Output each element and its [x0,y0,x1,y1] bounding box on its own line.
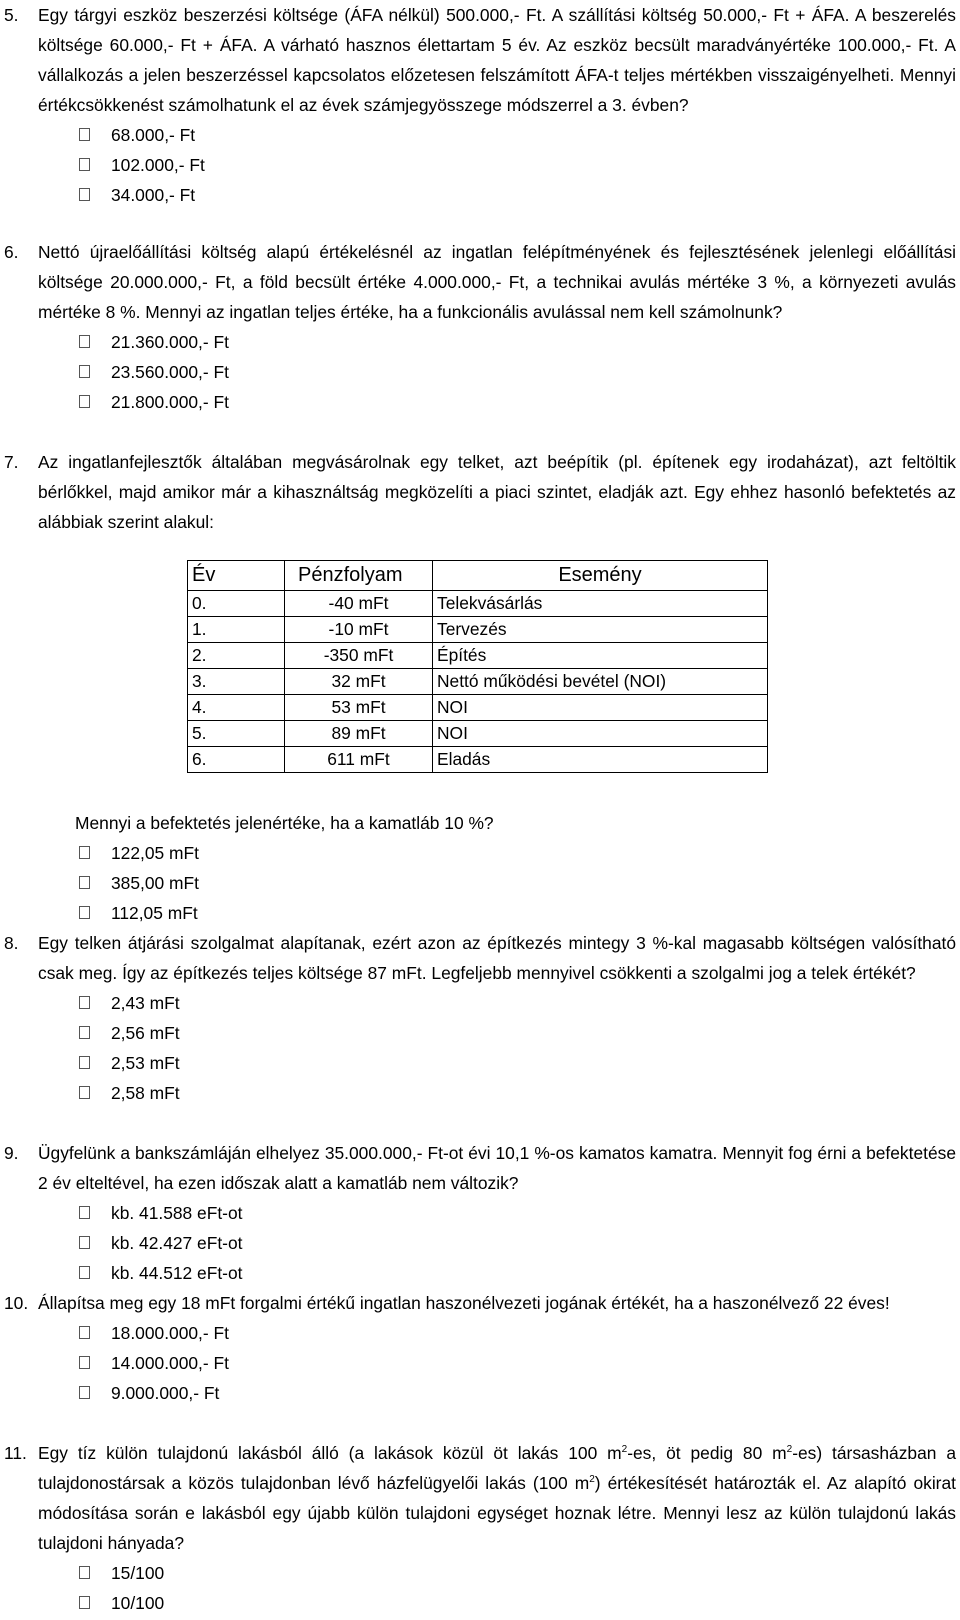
table-cell: 611 mFt [285,747,433,773]
checkbox-icon[interactable] [79,365,90,378]
table-cell: -350 mFt [285,643,433,669]
answer-option[interactable] [38,180,956,210]
superscript: 2 [786,1444,793,1455]
table-cell: Nettó működési bevétel (NOI) [433,669,768,695]
answer-options [38,327,956,417]
text-segment: ) értékesítését határozták el. Az alapító okirat módosítása során e lakásból egy újabb külön tulajdoni egységet hoznak létre. Mennyi lesz az külön tulajdonú lakás tulajdoni hányada? [38,1473,956,1553]
checkbox-icon[interactable] [79,1056,90,1069]
text-segment: Egy tíz külön tulajdonú lakásból álló (a lakások közül öt lakás 100 m [38,1443,622,1463]
answer-option[interactable] [38,1048,956,1078]
answer-option[interactable] [38,150,956,180]
answer-option[interactable] [38,357,956,387]
table-row [188,617,768,643]
answer-option[interactable] [38,1078,956,1108]
question-text: Állapítsa meg egy 18 mFt forgalmi értékű ingatlan haszonélvezeti jogának értékét, ha a haszonélvező 22 éves! [38,1293,890,1313]
answer-option[interactable] [38,120,956,150]
question-number: 5. [4,5,19,25]
question-number: 10. [4,1293,29,1313]
checkbox-icon[interactable] [79,1596,90,1609]
question-7 [4,447,960,537]
question-text: Egy tárgyi eszköz beszerzési költsége (ÁFA nélkül) 500.000,- Ft. A szállítási költség 50.000,- Ft + ÁFA. A beszerelés költsége 60.000,- Ft + ÁFA. A várható hasznos élettartam 5 év. Az eszköz becsült maradványértéke 100.000,- Ft. A vállalkozás a jelen beszerzéssel kapcsolatos előzetesen felszámított ÁFA-t teljes mértékben visszaigényelheti. Mennyi értékcsökkenést számolhatunk el az évek számjegyösszege módszerrel a 3. évben? [38,5,956,115]
table-cell: Telekvásárlás [433,591,768,617]
option-label: 2,58 mFt [111,1083,180,1103]
column-header: Év [188,561,285,591]
checkbox-icon[interactable] [79,1266,90,1279]
table-row [188,721,768,747]
table-cell: 3. [188,669,285,695]
answer-options [38,1318,956,1408]
checkbox-icon[interactable] [79,906,90,919]
option-label: 2,53 mFt [111,1053,180,1073]
table-cell: 89 mFt [285,721,433,747]
answer-option[interactable] [38,1588,956,1618]
answer-option[interactable] [38,868,956,898]
checkbox-icon[interactable] [79,1326,90,1339]
answer-option[interactable] [38,1378,956,1408]
checkbox-icon[interactable] [79,846,90,859]
question-10 [4,1288,960,1408]
table-cell: 1. [188,617,285,643]
answer-option[interactable] [38,838,956,868]
answer-option[interactable] [38,1198,956,1228]
table-cell: NOI [433,695,768,721]
superscript: 2 [589,1474,595,1485]
option-label: kb. 44.512 eFt-ot [111,1263,243,1283]
answer-option[interactable] [38,1558,956,1588]
checkbox-icon[interactable] [79,158,90,171]
answer-options [38,838,956,928]
answer-option[interactable] [38,988,956,1018]
question-6 [4,237,960,417]
column-header: Esemény [433,561,768,591]
option-label: 112,05 mFt [111,903,198,923]
option-label: 2,43 mFt [111,993,180,1013]
question-number: 9. [4,1143,19,1163]
table-row [188,591,768,617]
answer-option[interactable] [38,387,956,417]
checkbox-icon[interactable] [79,1206,90,1219]
question-number: 8. [4,933,19,953]
table-cell: 5. [188,721,285,747]
text-segment: -es, öt pedig 80 m [627,1443,787,1463]
option-label: 21.360.000,- Ft [111,332,229,352]
checkbox-icon[interactable] [79,996,90,1009]
checkbox-icon[interactable] [79,876,90,889]
table-cell: Eladás [433,747,768,773]
question-number: 7. [4,452,19,472]
answer-option[interactable] [38,1018,956,1048]
question-11 [4,1438,960,1618]
column-header: Pénzfolyam [285,561,433,591]
checkbox-icon[interactable] [79,128,90,141]
table-cell: Építés [433,643,768,669]
option-label: 385,00 mFt [111,873,199,893]
answer-option[interactable] [38,1348,956,1378]
checkbox-icon[interactable] [79,1236,90,1249]
question-text: Nettó újraelőállítási költség alapú értékelésnél az ingatlan felépítményének és fejlesztésének jelenlegi előállítási költsége 20.000.000,- Ft, a föld becsült értéke 4.000.000,- Ft, a technikai avulás mértéke 3 %, a környezeti avulás mértéke 8 %. Mennyi az ingatlan teljes értéke, ha a funkcionális avulással nem kell számolnunk? [38,242,956,322]
subquestion-text: Mennyi a befektetés jelenértéke, ha a kamatláb 10 %? [75,813,494,833]
table-cell: 2. [188,643,285,669]
option-label: 2,56 mFt [111,1023,180,1043]
checkbox-icon[interactable] [79,1026,90,1039]
table-row [188,695,768,721]
option-label: 21.800.000,- Ft [111,392,229,412]
option-label: kb. 41.588 eFt-ot [111,1203,243,1223]
answer-option[interactable] [38,1258,956,1288]
question-7-options [4,838,960,928]
checkbox-icon[interactable] [79,188,90,201]
answer-options [38,988,956,1108]
question-text [38,1438,956,1558]
option-label: 122,05 mFt [111,843,199,863]
table-cell: 4. [188,695,285,721]
option-label: 9.000.000,- Ft [111,1383,220,1403]
table-cell: 0. [188,591,285,617]
answer-options [38,1558,956,1618]
question-8 [4,928,960,1108]
cashflow-table [187,560,768,773]
table-cell: 32 mFt [285,669,433,695]
question-number: 11. [4,1443,27,1463]
option-label: 68.000,- Ft [111,125,196,145]
table-row [188,747,768,773]
option-label: 34.000,- Ft [111,185,196,205]
question-text: Ügyfelünk a bankszámláján elhelyez 35.000.000,- Ft-ot évi 10,1 %-os kamatos kamatra. Mennyit fog érni a befektetése 2 év elteltével, ha ezen időszak alatt a kamatláb nem változik? [38,1143,956,1193]
question-text: Az ingatlanfejlesztők általában megvásárolnak egy telket, azt beépítik (pl. építenek egy irodaházat), azt feltöltik bérlőkkel, majd amikor már a kihasználtság megközelíti a piaci szintet, eladják azt. Egy ehhez hasonló befektetés az alábbiak szerint alakul: [38,452,956,532]
option-label: 18.000.000,- Ft [111,1323,229,1343]
option-label: 10/100 [111,1593,165,1613]
question-9 [4,1138,960,1288]
subquestion-7 [75,808,494,838]
table-cell: -40 mFt [285,591,433,617]
table-row [188,669,768,695]
table-cell: -10 mFt [285,617,433,643]
answer-option[interactable] [38,1228,956,1258]
checkbox-icon[interactable] [79,335,90,348]
option-label: 102.000,- Ft [111,155,205,175]
question-number: 6. [4,242,19,262]
option-label: 15/100 [111,1563,165,1583]
question-text: Egy telken átjárási szolgalmat alapítanak, ezért azon az építkezés mintegy 3 %-kal magasabb költségen valósítható csak meg. Így az építkezés teljes költsége 87 mFt. Legfeljebb mennyivel csökkenti a szolgalmi jog a telek értékét? [38,933,956,983]
option-label: 14.000.000,- Ft [111,1353,229,1373]
answer-options [38,1198,956,1288]
superscript: 2 [621,1444,628,1455]
checkbox-icon[interactable] [79,1566,90,1579]
checkbox-icon[interactable] [79,395,90,408]
checkbox-icon[interactable] [79,1086,90,1099]
answer-options [38,120,956,210]
question-5 [4,0,960,210]
checkbox-icon[interactable] [79,1386,90,1399]
answer-option[interactable] [38,1318,956,1348]
checkbox-icon[interactable] [79,1356,90,1369]
table-row [188,643,768,669]
table-cell: 53 mFt [285,695,433,721]
answer-option[interactable] [38,327,956,357]
option-label: kb. 42.427 eFt-ot [111,1233,243,1253]
table-cell: 6. [188,747,285,773]
text-segment: -es) társasházban a tulajdonostársak a közös tulajdonban lévő házfelügyelői lakás (100 m [38,1443,956,1493]
table-cell: Tervezés [433,617,768,643]
answer-option[interactable] [38,898,956,928]
table-header-row [188,561,768,591]
option-label: 23.560.000,- Ft [111,362,229,382]
table-cell: NOI [433,721,768,747]
